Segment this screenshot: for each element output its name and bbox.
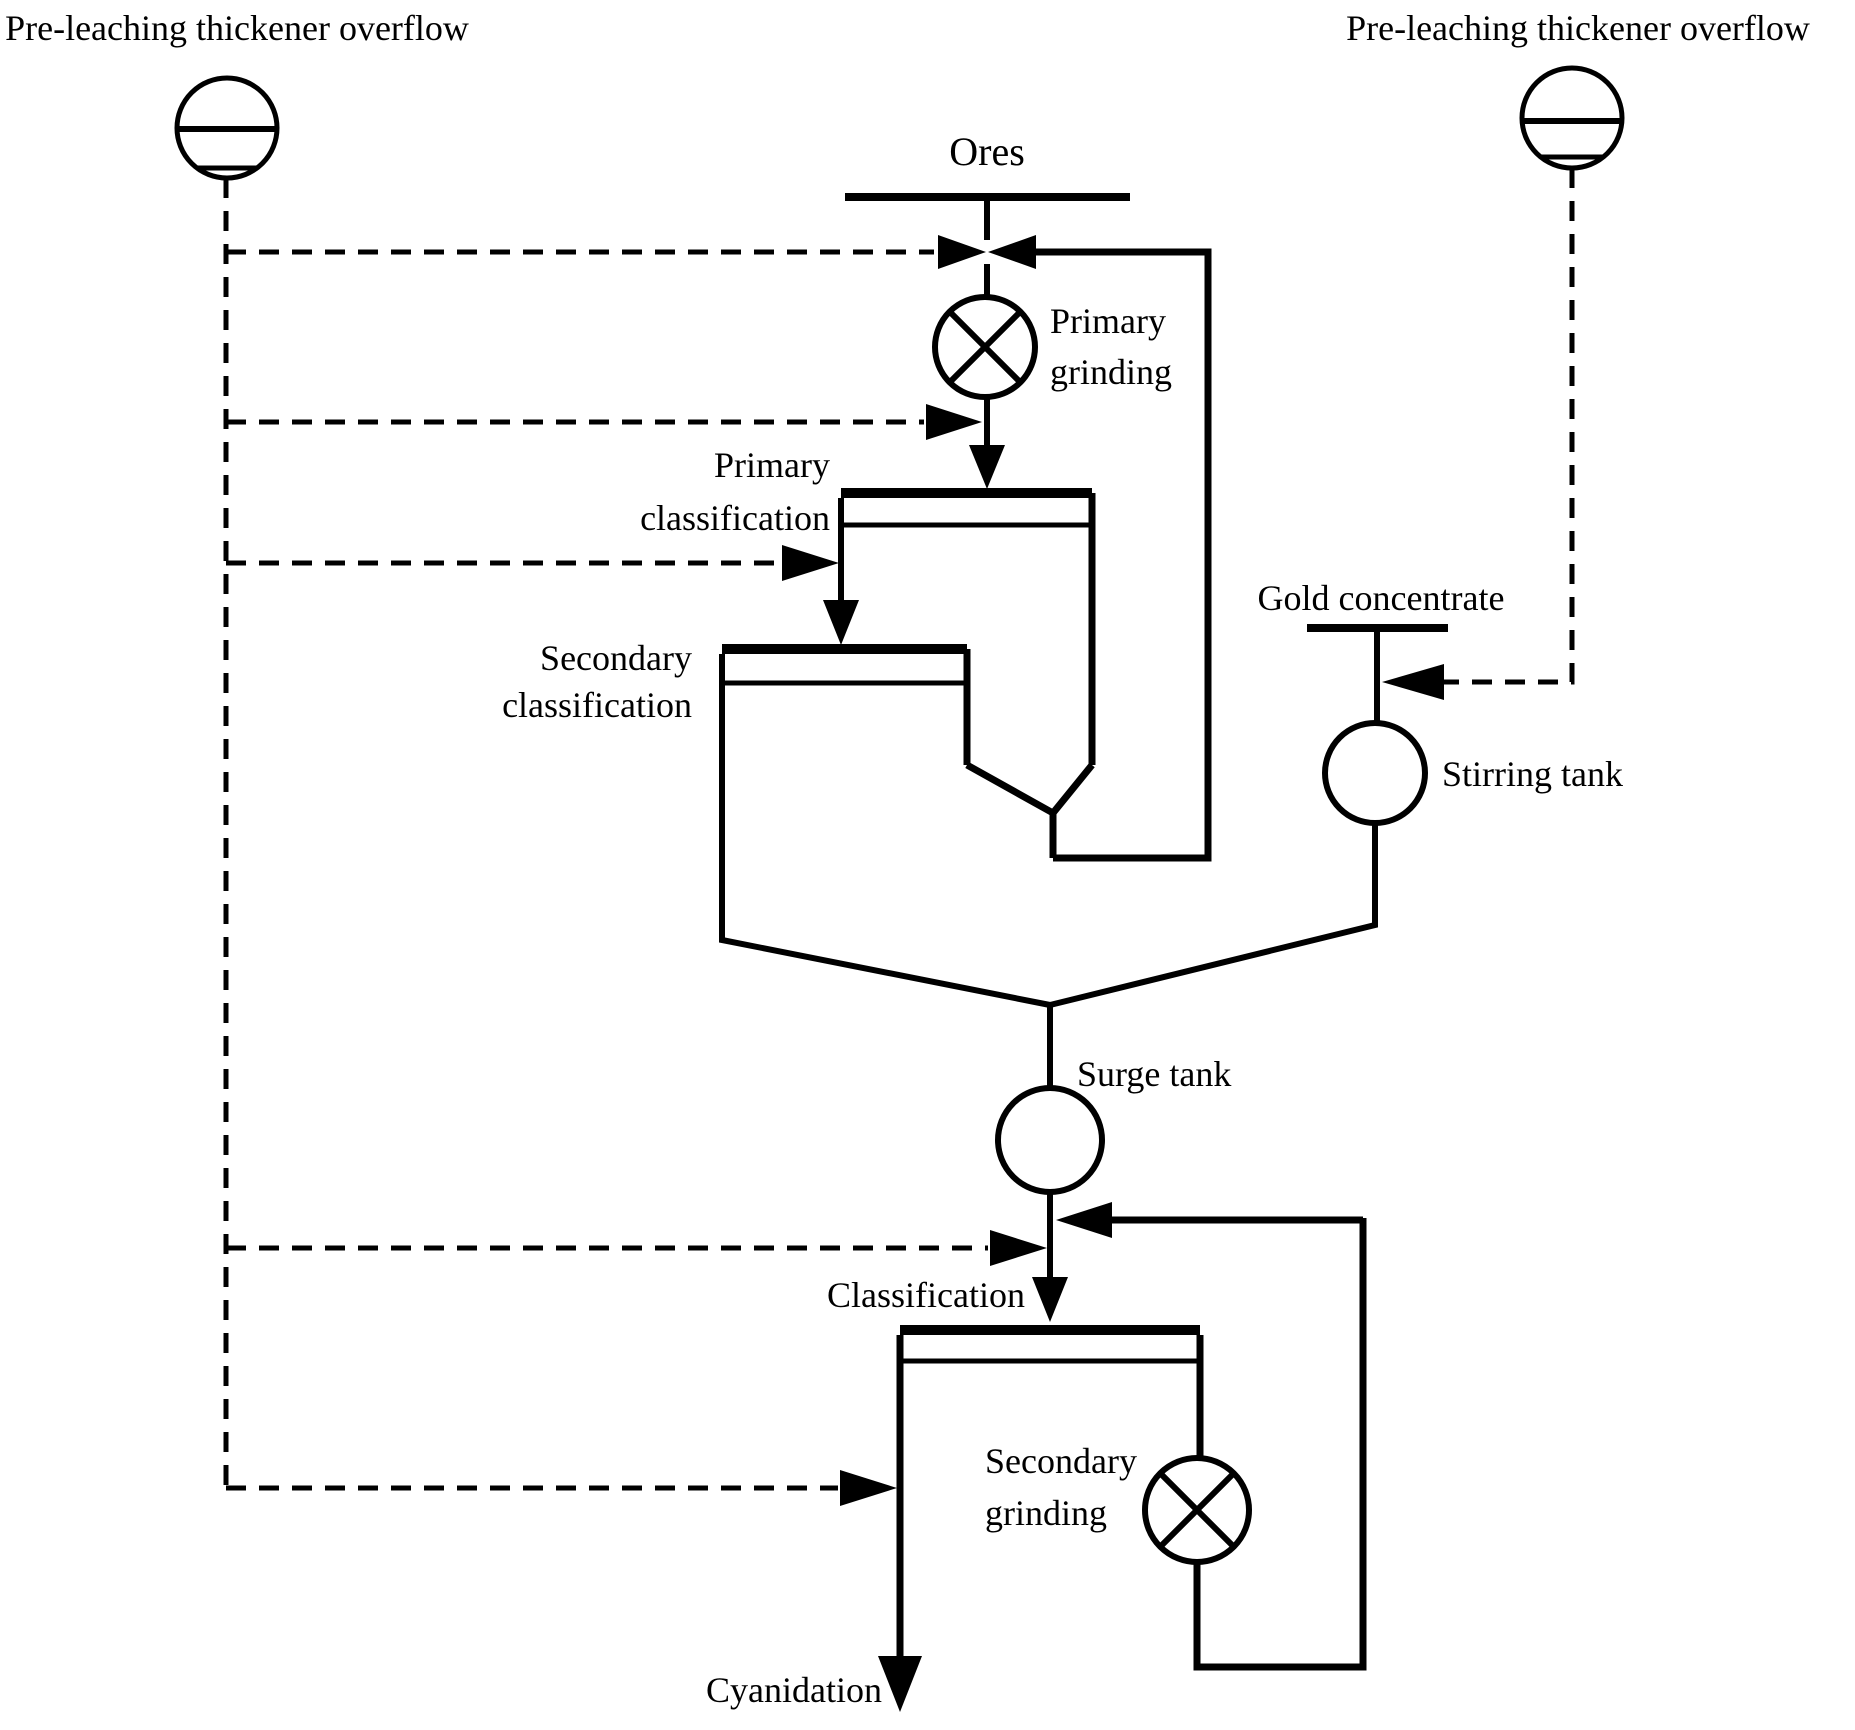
primary-classification-label-line1: Primary: [714, 445, 830, 485]
arrowhead-into-classification-underflow: [840, 1470, 897, 1506]
primary-mill-x: [950, 312, 1020, 382]
arrowhead-into-gold-concentrate-line: [1382, 664, 1444, 700]
primary-grinding-label-line2: grinding: [1050, 352, 1172, 392]
secondary-grinding-mill-icon: [1145, 1458, 1249, 1562]
primary-recycle-line: [1034, 252, 1208, 858]
primary-hopper-right-wall: [1053, 765, 1092, 813]
secondary-grinding-label-line2: grinding: [985, 1493, 1107, 1533]
arrowhead-into-mill-discharge: [926, 404, 982, 440]
arrowhead-into-primary-classification: [782, 545, 839, 581]
secondary-mill-x: [1160, 1473, 1234, 1547]
secondary-grinding-label-line1: Secondary: [985, 1441, 1137, 1481]
secondary-classification-screen: [722, 649, 967, 765]
secondary-classification-label-line2: classification: [502, 685, 692, 725]
arrowhead-into-bottom-classification-feed: [990, 1230, 1047, 1266]
surge-tank-icon: [998, 1088, 1102, 1192]
right-thickener-overflow-icon: [1522, 68, 1622, 168]
surge-tank-label: Surge tank: [1077, 1054, 1232, 1094]
secondary-underflow-line: [722, 654, 1050, 1005]
stirring-tank-outlet-line: [1050, 823, 1375, 1005]
secondary-classification-label-line1: Secondary: [540, 638, 692, 678]
valve-right-arrowhead: [988, 235, 1036, 269]
classification-label: Classification: [827, 1275, 1025, 1315]
primary-hopper-left-wall: [967, 765, 1053, 858]
left-source-label: Pre-leaching thickener overflow: [5, 8, 469, 48]
arrowhead-into-grinding-feed: [938, 235, 986, 269]
right-overflow-dashed-network: [1382, 168, 1572, 700]
arrowhead-into-primary-classification-box: [969, 445, 1005, 489]
stirring-tank-label: Stirring tank: [1442, 754, 1623, 794]
gold-concentrate-label: Gold concentrate: [1257, 578, 1505, 618]
left-thickener-overflow-icon: [177, 78, 277, 178]
stirring-tank-icon: [1325, 723, 1425, 823]
primary-grinding-mill-icon: [935, 297, 1035, 397]
diagram-labels: [5, 8, 1810, 1710]
arrowhead-into-classification-box: [1032, 1277, 1068, 1322]
cyanidation-arrowhead: [878, 1656, 922, 1712]
ores-label: Ores: [949, 129, 1025, 174]
surge-tank-circle: [998, 1088, 1102, 1192]
primary-grinding-label-line1: Primary: [1050, 301, 1166, 341]
recycle-arrowhead-into-surge-line: [1056, 1202, 1112, 1238]
bottom-classification-screen: [900, 1330, 1200, 1361]
secondary-mill-recycle-loop: [1197, 1218, 1363, 1667]
arrowhead-into-secondary-classification-box: [823, 600, 859, 645]
primary-classification-label-line2: classification: [640, 498, 830, 538]
stirring-tank-circle: [1325, 723, 1425, 823]
cyanidation-label: Cyanidation: [706, 1670, 882, 1710]
right-source-label: Pre-leaching thickener overflow: [1346, 8, 1810, 48]
